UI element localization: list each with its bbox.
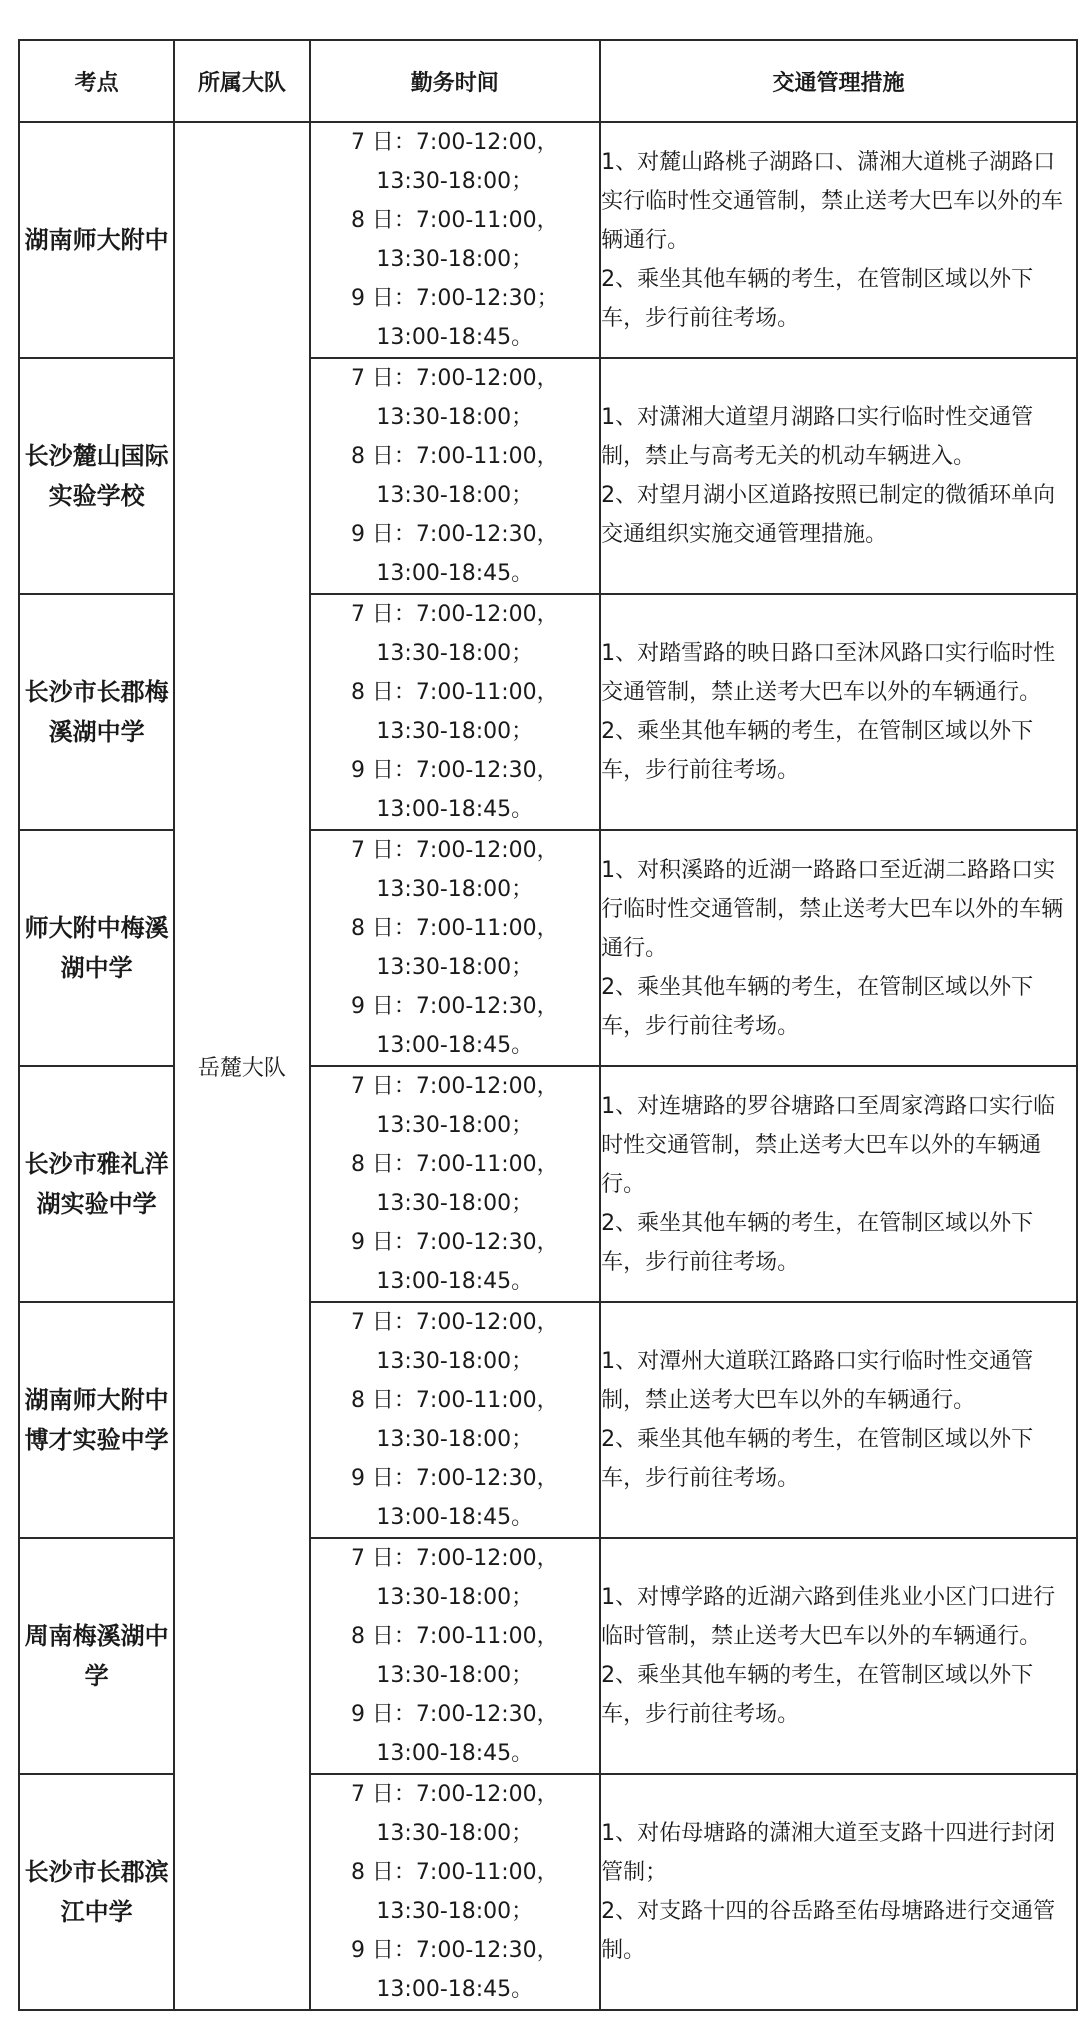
duty-time-line: 13:00-18:45。 [376, 561, 534, 586]
duty-time-line: 13:30-18:00； [376, 1663, 534, 1688]
duty-time-line: 13:30-18:00； [376, 1821, 534, 1846]
duty-time-line: 13:30-18:00； [376, 719, 534, 744]
duty-time-line: 13:00-18:45。 [376, 1505, 534, 1530]
table-body [19, 122, 1077, 2010]
duty-time-line: 13:00-18:45。 [376, 325, 534, 350]
duty-time-line: 13:30-18:00； [376, 1349, 534, 1374]
measures-cell [600, 1066, 1077, 1302]
header-row [19, 40, 1077, 122]
measure-item: 1、对潇湘大道望月湖路口实行临时性交通管制，禁止与高考无关的机动车辆进入。 [601, 405, 1034, 469]
duty-time-line: 13:30-18:00； [376, 1113, 534, 1138]
measures-cell [600, 830, 1077, 1066]
measure-item: 2、乘坐其他车辆的考生，在管制区域以外下车，步行前往考场。 [601, 266, 1034, 331]
duty-time-line: 13:30-18:00； [376, 1899, 534, 1924]
measures-cell [600, 122, 1077, 358]
site-name: 师大附中梅溪湖中学 [19, 830, 174, 1066]
duty-time-cell [310, 830, 601, 1066]
duty-time-cell [310, 122, 601, 358]
measure-item: 2、乘坐其他车辆的考生，在管制区域以外下车，步行前往考场。 [601, 1663, 1034, 1727]
measures-cell [600, 1302, 1077, 1538]
measures-cell [600, 1774, 1077, 2010]
header-site: 考点 [19, 40, 174, 122]
duty-time-line: 8 日：7:00-11:00， [350, 1152, 559, 1177]
site-name: 湖南师大附中博才实验中学 [19, 1302, 174, 1538]
measure-item: 1、对博学路的近湖六路到佳兆业小区门口进行临时管制，禁止送考大巴车以外的车辆通行。 [601, 1585, 1056, 1649]
duty-time-line: 13:30-18:00； [376, 1191, 534, 1216]
duty-time-cell [310, 358, 601, 594]
site-name: 长沙市长郡梅溪湖中学 [19, 594, 174, 830]
duty-time-line: 7 日：7:00-12:00， [350, 602, 559, 627]
duty-time-line: 13:00-18:45。 [376, 797, 534, 822]
duty-time-line: 13:30-18:00； [376, 169, 534, 194]
duty-time-line: 13:30-18:00； [376, 405, 534, 430]
duty-time-cell [310, 1066, 601, 1302]
duty-time-line: 7 日：7:00-12:00， [350, 1074, 559, 1099]
duty-time-cell [310, 1302, 601, 1538]
measures-cell [600, 594, 1077, 830]
duty-time-line: 8 日：7:00-11:00， [350, 916, 559, 941]
duty-time-line: 9 日：7:00-12:30， [350, 1702, 559, 1727]
duty-time-line: 8 日：7:00-11:00， [350, 208, 559, 233]
measure-item: 1、对麓山路桃子湖路口、潇湘大道桃子湖路口实行临时性交通管制，禁止送考大巴车以外的车辆通行。 [601, 149, 1064, 253]
duty-time-line: 13:30-18:00； [376, 877, 534, 902]
duty-time-line: 7 日：7:00-12:00， [350, 838, 559, 863]
measure-item: 1、对连塘路的罗谷塘路口至周家湾路口实行临时性交通管制，禁止送考大巴车以外的车辆通行。 [601, 1093, 1056, 1197]
duty-time-line: 13:30-18:00； [376, 955, 534, 980]
duty-time-line: 9 日：7:00-12:30， [350, 522, 559, 547]
duty-time-line: 13:30-18:00； [376, 247, 534, 272]
measure-item: 1、对积溪路的近湖一路路口至近湖二路路口实行临时性交通管制，禁止送考大巴车以外的车辆通行。 [601, 857, 1064, 961]
header-duty-time: 勤务时间 [310, 40, 601, 122]
measure-item: 2、对望月湖小区道路按照已制定的微循环单向交通组织实施交通管理措施。 [601, 483, 1056, 547]
duty-time-line: 7 日：7:00-12:00， [350, 1546, 559, 1571]
duty-time-line: 9 日：7:00-12:30， [350, 994, 559, 1019]
duty-time-line: 13:30-18:00； [376, 1427, 534, 1452]
duty-time-line: 13:00-18:45。 [376, 1269, 534, 1294]
measure-item: 2、乘坐其他车辆的考生，在管制区域以外下车，步行前往考场。 [601, 1427, 1034, 1491]
duty-time-line: 8 日：7:00-11:00， [350, 680, 559, 705]
duty-time-line: 13:30-18:00； [376, 641, 534, 666]
duty-time-cell [310, 1774, 601, 2010]
measure-item: 2、乘坐其他车辆的考生，在管制区域以外下车，步行前往考场。 [601, 974, 1034, 1039]
site-name: 周南梅溪湖中学 [19, 1538, 174, 1774]
duty-time-cell [310, 594, 601, 830]
site-name: 长沙市雅礼洋湖实验中学 [19, 1066, 174, 1302]
duty-time-line: 13:00-18:45。 [376, 1741, 534, 1766]
measure-item: 1、对佑母塘路的潇湘大道至支路十四进行封闭管制； [601, 1821, 1056, 1885]
team-name: 岳麓大队 [174, 122, 309, 2010]
duty-time-cell [310, 1538, 601, 1774]
measure-item: 1、对潭州大道联江路路口实行临时性交通管制，禁止送考大巴车以外的车辆通行。 [601, 1349, 1034, 1413]
header-team: 所属大队 [174, 40, 309, 122]
duty-time-line: 7 日：7:00-12:00， [350, 1782, 559, 1807]
duty-time-line: 8 日：7:00-11:00， [350, 1388, 559, 1413]
duty-time-line: 9 日：7:00-12:30； [350, 286, 559, 311]
duty-time-line: 13:30-18:00； [376, 1585, 534, 1610]
duty-time-line: 7 日：7:00-12:00， [350, 1310, 559, 1335]
duty-time-line: 8 日：7:00-11:00， [350, 444, 559, 469]
header-measures: 交通管理措施 [600, 40, 1077, 122]
measure-item: 2、乘坐其他车辆的考生，在管制区域以外下车，步行前往考场。 [601, 1210, 1034, 1275]
measure-item: 2、对支路十四的谷岳路至佑母塘路进行交通管制。 [601, 1899, 1056, 1963]
table-row [19, 122, 1077, 358]
duty-time-line: 9 日：7:00-12:30， [350, 1938, 559, 1963]
measures-cell [600, 358, 1077, 594]
duty-time-line: 13:00-18:45。 [376, 1977, 534, 2002]
duty-time-line: 9 日：7:00-12:30， [350, 1466, 559, 1491]
duty-time-line: 8 日：7:00-11:00， [350, 1624, 559, 1649]
duty-time-line: 7 日：7:00-12:00， [350, 366, 559, 391]
site-name: 湖南师大附中 [19, 122, 174, 358]
duty-time-line: 7 日：7:00-12:00， [350, 130, 559, 155]
measure-item: 2、乘坐其他车辆的考生，在管制区域以外下车，步行前往考场。 [601, 719, 1034, 783]
duty-time-line: 13:30-18:00； [376, 483, 534, 508]
duty-time-line: 13:00-18:45。 [376, 1033, 534, 1058]
site-name: 长沙麓山国际实验学校 [19, 358, 174, 594]
site-name: 长沙市长郡滨江中学 [19, 1774, 174, 2010]
traffic-control-table [18, 39, 1078, 2011]
measures-cell [600, 1538, 1077, 1774]
duty-time-line: 8 日：7:00-11:00， [350, 1860, 559, 1885]
duty-time-line: 9 日：7:00-12:30， [350, 1230, 559, 1255]
measure-item: 1、对踏雪路的映日路口至沐风路口实行临时性交通管制，禁止送考大巴车以外的车辆通行。 [601, 641, 1056, 705]
duty-time-line: 9 日：7:00-12:30， [350, 758, 559, 783]
